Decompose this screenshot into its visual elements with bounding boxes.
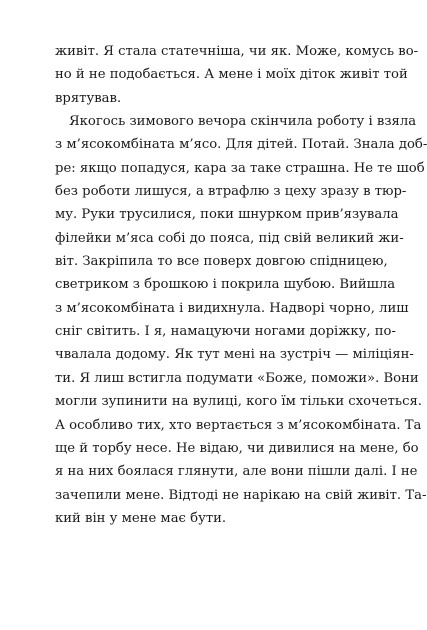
text-line: му. Руки трусилися, поки шнурком прив’язувала [55, 207, 399, 223]
text-line: А особливо тих, хто вертається з м’ясокомбіната. Та [55, 417, 422, 433]
text-line: но й не подобається. А мене і моїх діток живіт той [55, 67, 408, 83]
text-line: живіт. Я стала статечніша, чи як. Може, комусь во- [55, 44, 419, 59]
text-line: кий він у мене має бути. [55, 510, 227, 526]
text-line: чвалала додому. Як тут мені на зустріч — міліціян- [55, 347, 414, 363]
text-line: я на них боялася глянути, але вони пішли далі. І не [55, 464, 418, 480]
text-line: ти. Я лиш встигла подумати «Боже, поможи». Вони [55, 370, 419, 386]
text-line: філейки м’яса собі до пояса, під свій великий жи- [55, 230, 404, 246]
body-text [55, 40, 427, 530]
text-line: віт. Закріпила то все поверх довгою спідницею, [55, 254, 388, 270]
text-line: сніг світить. І я, намацуючи ногами доріжку, по- [55, 324, 396, 340]
text-line: з м’ясокомбіната і видихнула. Надворі чорно, лиш [55, 300, 409, 316]
text-line: зачепили мене. Відтоді не нарікаю на свій живіт. Та- [55, 487, 427, 503]
text-line: светриком з брошкою і покрила шубою. Вийшла [55, 277, 396, 293]
text-line: ще й торбу несе. Не відаю, чи дивилися на мене, бо [55, 440, 419, 456]
text-line: могли зупинити на вулиці, кого їм тільки схочеться. [55, 394, 422, 410]
text-line: з м’ясокомбіната м’ясо. Для дітей. Потай. Знала доб- [55, 137, 427, 153]
text-line: без роботи лишуся, а втрафлю з цеху зразу в тюр- [55, 184, 407, 200]
text-line: ре: якщо попадуся, кара за таке страшна. Не те шоб [55, 160, 425, 176]
text-line: Якогось зимового вечора скінчила роботу і взяла [69, 114, 417, 130]
text-line: врятував. [55, 90, 122, 106]
